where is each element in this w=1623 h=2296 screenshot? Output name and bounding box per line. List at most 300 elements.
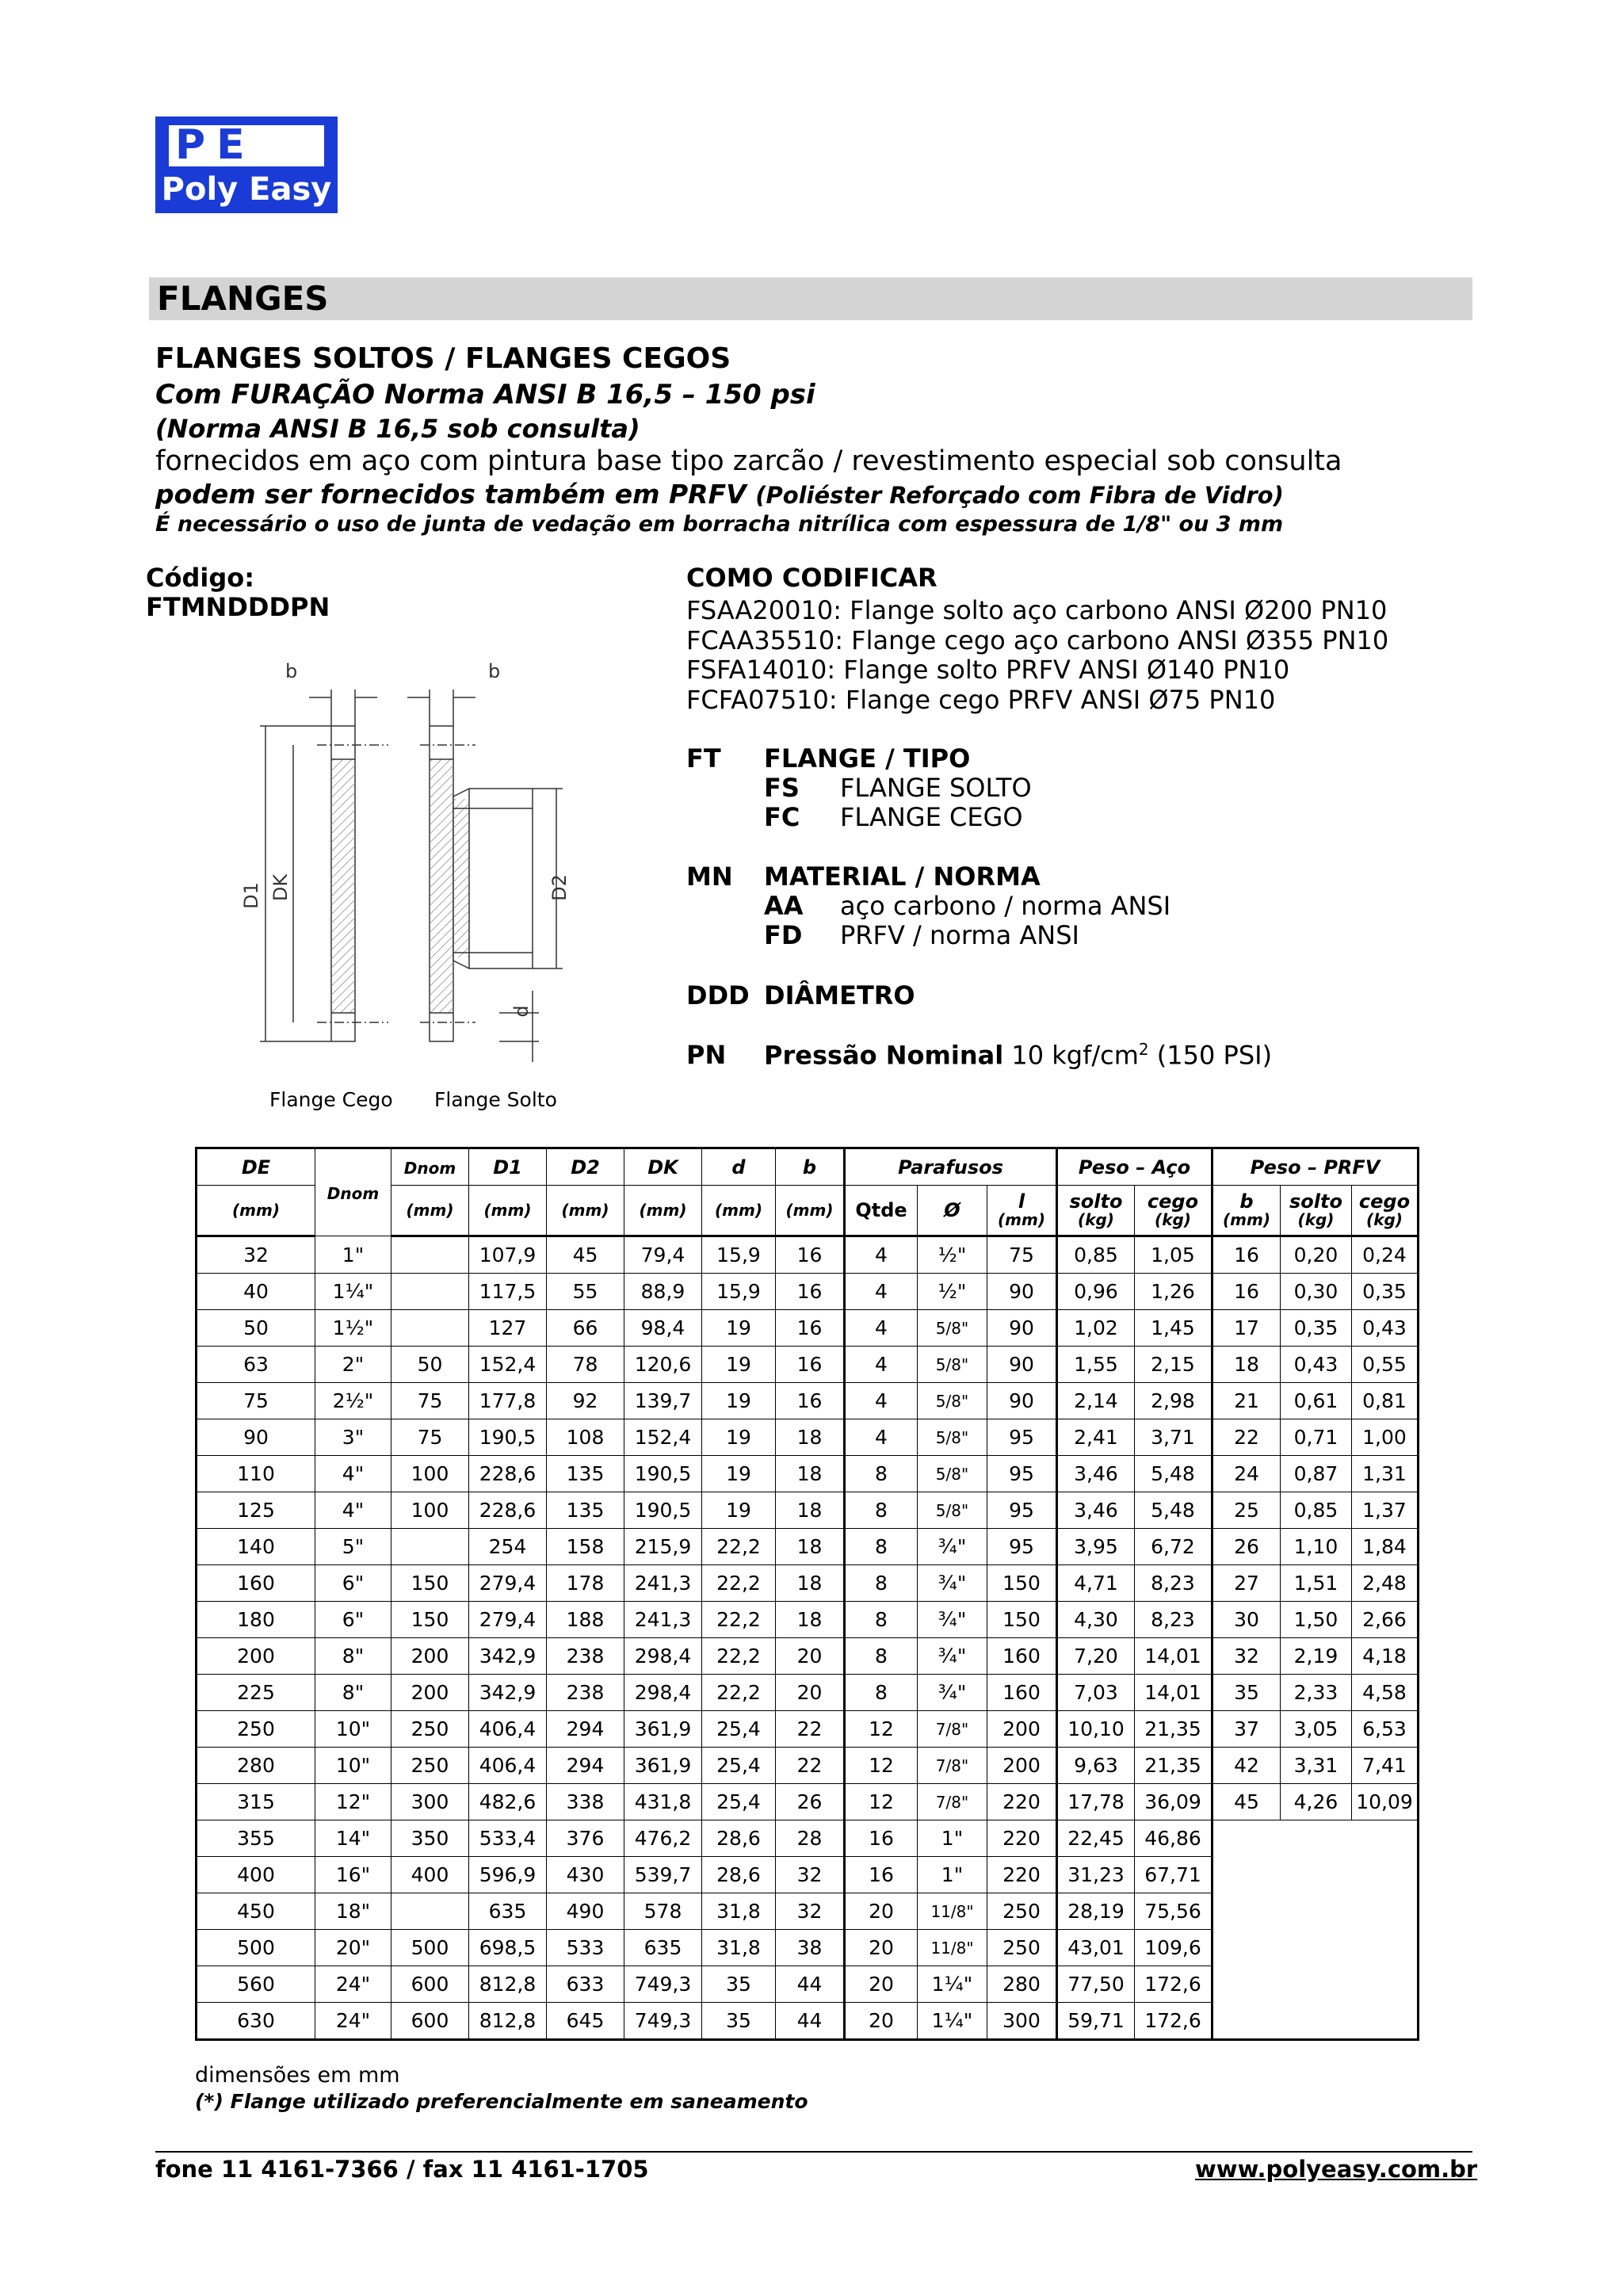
table-row bbox=[197, 1748, 1419, 1784]
table-cell: 15,9 bbox=[702, 1274, 776, 1310]
table-cell: 0,96 bbox=[1057, 1274, 1135, 1310]
table-cell: 22 bbox=[776, 1711, 845, 1748]
legend-ft-title: FLANGE / TIPO bbox=[764, 743, 971, 774]
table-cell: 5/8" bbox=[918, 1492, 987, 1529]
table-cell: 152,4 bbox=[624, 1419, 702, 1456]
table-cell: 25,4 bbox=[702, 1784, 776, 1820]
table-cell: 1¼" bbox=[918, 1966, 987, 2003]
table-cell: 55 bbox=[547, 1274, 624, 1310]
table-cell: 107,9 bbox=[469, 1236, 547, 1274]
table-cell: 635 bbox=[469, 1893, 547, 1930]
legend-pn-text: Pressão Nominal 10 kgf/$cm^2$ (150 PSI) bbox=[764, 1040, 1273, 1071]
table-cell: 1,51 bbox=[1281, 1565, 1352, 1602]
table-cell: 22,2 bbox=[702, 1602, 776, 1638]
table-cell: 135 bbox=[547, 1492, 624, 1529]
table-cell: 150 bbox=[987, 1602, 1057, 1638]
table-cell: 10" bbox=[315, 1711, 391, 1748]
table-cell: 44 bbox=[776, 2003, 845, 2040]
col-b-prfv: b (mm) bbox=[1212, 1186, 1281, 1236]
table-cell: 0,35 bbox=[1281, 1310, 1352, 1347]
legend-fc-code: FC bbox=[764, 802, 800, 832]
table-row bbox=[197, 2003, 1419, 2040]
col-cego-aco: cego (kg) bbox=[1135, 1186, 1212, 1236]
table-cell: 578 bbox=[624, 1893, 702, 1930]
table-cell: 635 bbox=[624, 1930, 702, 1966]
table-cell: 355 bbox=[197, 1820, 315, 1857]
table-cell: 1,45 bbox=[1135, 1310, 1212, 1347]
table-cell: 14,01 bbox=[1135, 1675, 1212, 1711]
table-cell: 16 bbox=[1212, 1236, 1281, 1274]
table-cell: 22 bbox=[776, 1748, 845, 1784]
table-cell: 5,48 bbox=[1135, 1492, 1212, 1529]
table-cell: 8 bbox=[845, 1456, 918, 1492]
table-cell: 1" bbox=[315, 1236, 391, 1274]
table-cell: 279,4 bbox=[469, 1602, 547, 1638]
legend-mn-title: MATERIAL / NORMA bbox=[764, 861, 1041, 892]
table-cell: 300 bbox=[987, 2003, 1057, 2040]
table-cell: 0,43 bbox=[1352, 1310, 1419, 1347]
table-cell: ¾" bbox=[918, 1602, 987, 1638]
table-cell: 450 bbox=[197, 1893, 315, 1930]
table-cell: 490 bbox=[547, 1893, 624, 1930]
dim-d2: D2 bbox=[548, 874, 571, 901]
table-cell: 4,71 bbox=[1057, 1565, 1135, 1602]
table-cell: 10" bbox=[315, 1748, 391, 1784]
table-cell: 21,35 bbox=[1135, 1711, 1212, 1748]
como-codificar-title: COMO CODIFICAR bbox=[686, 563, 938, 593]
table-cell: 32 bbox=[776, 1857, 845, 1893]
table-cell: 279,4 bbox=[469, 1565, 547, 1602]
footer-contact: fone 11 4161-7366 / fax 11 4161-1705 bbox=[155, 2156, 649, 2183]
legend-fs-code: FS bbox=[764, 773, 800, 803]
table-row bbox=[197, 1236, 1419, 1274]
table-cell: 4" bbox=[315, 1456, 391, 1492]
table-cell: 75 bbox=[987, 1236, 1057, 1274]
table-cell: 482,6 bbox=[469, 1784, 547, 1820]
table-cell: 8" bbox=[315, 1638, 391, 1675]
table-cell: 3,95 bbox=[1057, 1529, 1135, 1565]
table-cell: 109,6 bbox=[1135, 1930, 1212, 1966]
table-cell: 3" bbox=[315, 1419, 391, 1456]
table-cell: 3,31 bbox=[1281, 1748, 1352, 1784]
table-cell: 7/8" bbox=[918, 1711, 987, 1748]
section-title-bar bbox=[149, 277, 1472, 320]
table-cell: 3,46 bbox=[1057, 1456, 1135, 1492]
table-cell: ½" bbox=[918, 1236, 987, 1274]
table-cell: 200 bbox=[987, 1711, 1057, 1748]
footnote: (*) Flange utilizado preferencialmente em saneamento bbox=[195, 2090, 808, 2113]
table-cell: 40 bbox=[197, 1274, 315, 1310]
table-row bbox=[197, 1784, 1419, 1820]
table-cell: 5,48 bbox=[1135, 1456, 1212, 1492]
table-cell: 250 bbox=[987, 1893, 1057, 1930]
table-cell: 7/8" bbox=[918, 1748, 987, 1784]
table-cell: 8 bbox=[845, 1565, 918, 1602]
table-cell: ½" bbox=[918, 1274, 987, 1310]
table-cell: 430 bbox=[547, 1857, 624, 1893]
legend-fd-text: PRFV / norma ANSI bbox=[840, 920, 1079, 950]
footer-divider bbox=[155, 2151, 1472, 2153]
dim-d1: D1 bbox=[240, 882, 262, 909]
table-cell: 600 bbox=[391, 1966, 469, 2003]
table-cell: 127 bbox=[469, 1310, 547, 1347]
table-cell: 500 bbox=[197, 1930, 315, 1966]
table-cell: 10,10 bbox=[1057, 1711, 1135, 1748]
table-cell: 1" bbox=[918, 1820, 987, 1857]
table-cell: 75 bbox=[391, 1383, 469, 1419]
table-row bbox=[197, 1274, 1419, 1310]
table-row bbox=[197, 1675, 1419, 1711]
table-cell: 4 bbox=[845, 1274, 918, 1310]
table-cell: 200 bbox=[391, 1638, 469, 1675]
table-cell: 20 bbox=[845, 1893, 918, 1930]
table-cell: 79,4 bbox=[624, 1236, 702, 1274]
table-cell: 4" bbox=[315, 1492, 391, 1529]
table-cell bbox=[391, 1893, 469, 1930]
table-cell: 238 bbox=[547, 1675, 624, 1711]
table-cell: 18 bbox=[776, 1456, 845, 1492]
legend-fs-text: FLANGE SOLTO bbox=[840, 773, 1032, 803]
table-cell: 17,78 bbox=[1057, 1784, 1135, 1820]
table-cell: 250 bbox=[987, 1930, 1057, 1966]
table-cell: 90 bbox=[987, 1310, 1057, 1347]
col-dk: DK bbox=[624, 1148, 702, 1186]
table-cell: 28 bbox=[776, 1820, 845, 1857]
table-cell: 37 bbox=[1212, 1711, 1281, 1748]
table-cell: 4 bbox=[845, 1236, 918, 1274]
table-cell: 12 bbox=[845, 1711, 918, 1748]
table-cell: 5/8" bbox=[918, 1419, 987, 1456]
table-cell: 4 bbox=[845, 1383, 918, 1419]
table-cell: 90 bbox=[987, 1383, 1057, 1419]
table-cell: 2,15 bbox=[1135, 1347, 1212, 1383]
table-cell: 160 bbox=[197, 1565, 315, 1602]
codigo-value: FTMNDDDPN bbox=[146, 592, 330, 622]
table-cell: 5" bbox=[315, 1529, 391, 1565]
table-cell: 25,4 bbox=[702, 1711, 776, 1748]
table-cell: 2,14 bbox=[1057, 1383, 1135, 1419]
table-cell: 78 bbox=[547, 1347, 624, 1383]
table-cell: 250 bbox=[391, 1711, 469, 1748]
legend-aa-code: AA bbox=[764, 891, 804, 921]
table-cell: 21 bbox=[1212, 1383, 1281, 1419]
table-cell: 20 bbox=[845, 1930, 918, 1966]
table-cell: 38 bbox=[776, 1930, 845, 1966]
table-cell: 1,50 bbox=[1281, 1602, 1352, 1638]
dim-b-left: b bbox=[285, 660, 298, 682]
table-cell: 228,6 bbox=[469, 1492, 547, 1529]
table-cell: 16 bbox=[776, 1383, 845, 1419]
table-cell: 2" bbox=[315, 1347, 391, 1383]
table-cell: 0,35 bbox=[1352, 1274, 1419, 1310]
table-cell: 5/8" bbox=[918, 1310, 987, 1347]
col-b: b bbox=[776, 1148, 845, 1186]
table-cell: 50 bbox=[391, 1347, 469, 1383]
table-cell: 7,03 bbox=[1057, 1675, 1135, 1711]
table-cell: 15,9 bbox=[702, 1236, 776, 1274]
col-parafusos: Parafusos bbox=[845, 1148, 1057, 1186]
dim-dk: DK bbox=[269, 873, 292, 902]
table-cell: 177,8 bbox=[469, 1383, 547, 1419]
table-row bbox=[197, 1930, 1419, 1966]
table-cell: 25,4 bbox=[702, 1748, 776, 1784]
table-cell: 59,71 bbox=[1057, 2003, 1135, 2040]
table-cell: 31,23 bbox=[1057, 1857, 1135, 1893]
table-cell: 406,4 bbox=[469, 1711, 547, 1748]
table-cell: 431,8 bbox=[624, 1784, 702, 1820]
table-cell: 42 bbox=[1212, 1748, 1281, 1784]
table-cell: 539,7 bbox=[624, 1857, 702, 1893]
col-diam: Ø bbox=[918, 1186, 987, 1236]
table-cell: 139,7 bbox=[624, 1383, 702, 1419]
codigo-label: Código: bbox=[146, 563, 255, 593]
table-cell: 812,8 bbox=[469, 1966, 547, 2003]
table-cell: 66 bbox=[547, 1310, 624, 1347]
table-cell: 220 bbox=[987, 1820, 1057, 1857]
table-cell: 8 bbox=[845, 1529, 918, 1565]
table-cell: 200 bbox=[987, 1748, 1057, 1784]
table-cell: 1¼" bbox=[315, 1274, 391, 1310]
table-cell: 1,00 bbox=[1352, 1419, 1419, 1456]
table-cell: 135 bbox=[547, 1456, 624, 1492]
table-row bbox=[197, 1383, 1419, 1419]
table-cell: 6,72 bbox=[1135, 1529, 1212, 1565]
product-subtitle: Com FURAÇÃO Norma ANSI B 16,5 – 150 psi bbox=[155, 379, 815, 411]
table-cell: 12 bbox=[845, 1784, 918, 1820]
table-cell: 4,18 bbox=[1352, 1638, 1419, 1675]
table-cell: 63 bbox=[197, 1347, 315, 1383]
table-cell: 12" bbox=[315, 1784, 391, 1820]
table-cell: 633 bbox=[547, 1966, 624, 2003]
table-cell: 100 bbox=[391, 1456, 469, 1492]
code-example: FSFA14010: Flange solto PRFV ANSI Ø140 PN10 bbox=[686, 655, 1290, 685]
table-cell: 158 bbox=[547, 1529, 624, 1565]
table-cell: 220 bbox=[987, 1784, 1057, 1820]
table-cell: 10,09 bbox=[1352, 1784, 1419, 1820]
table-cell: 315 bbox=[197, 1784, 315, 1820]
table-cell: 44 bbox=[776, 1966, 845, 2003]
table-cell: 125 bbox=[197, 1492, 315, 1529]
table-cell: 50 bbox=[197, 1310, 315, 1347]
table-cell: 1,05 bbox=[1135, 1236, 1212, 1274]
footer-website-link[interactable]: www.polyeasy.com.br bbox=[1195, 2156, 1478, 2183]
table-cell: 596,9 bbox=[469, 1857, 547, 1893]
code-examples bbox=[686, 596, 1388, 715]
table-cell: 19 bbox=[702, 1383, 776, 1419]
table-cell: 228,6 bbox=[469, 1456, 547, 1492]
col-peso-aco: Peso – Aço bbox=[1057, 1148, 1212, 1186]
table-cell: 190,5 bbox=[624, 1492, 702, 1529]
table-cell: 90 bbox=[197, 1419, 315, 1456]
table-cell: 812,8 bbox=[469, 2003, 547, 2040]
table-cell: 19 bbox=[702, 1310, 776, 1347]
table-cell: 14" bbox=[315, 1820, 391, 1857]
table-cell: 533,4 bbox=[469, 1820, 547, 1857]
table-cell: 630 bbox=[197, 2003, 315, 2040]
table-row bbox=[197, 1347, 1419, 1383]
table-cell: 35 bbox=[702, 1966, 776, 2003]
table-cell: 220 bbox=[987, 1857, 1057, 1893]
table-cell bbox=[391, 1236, 469, 1274]
table-cell: 45 bbox=[547, 1236, 624, 1274]
table-row bbox=[197, 1893, 1419, 1930]
table-cell: 7,41 bbox=[1352, 1748, 1419, 1784]
legend-ddd-title: DIÂMETRO bbox=[764, 980, 915, 1010]
table-row bbox=[197, 1456, 1419, 1492]
table-cell: 30 bbox=[1212, 1602, 1281, 1638]
table-cell: 294 bbox=[547, 1748, 624, 1784]
table-cell: 225 bbox=[197, 1675, 315, 1711]
table-cell: 11/8" bbox=[918, 1893, 987, 1930]
dim-d: d bbox=[510, 1005, 533, 1018]
material-line: fornecidos em aço com pintura base tipo zarcão / revestimento especial sob consulta bbox=[155, 445, 1342, 477]
table-cell: 19 bbox=[702, 1347, 776, 1383]
prfv-main: podem ser fornecidos também em PRFV bbox=[155, 479, 747, 510]
table-cell: 0,61 bbox=[1281, 1383, 1352, 1419]
gasket-note: É necessário o uso de junta de vedação em borracha nitrílica com espessura de 1/8" ou 3 mm bbox=[155, 512, 1284, 537]
col-l: l (mm) bbox=[987, 1186, 1057, 1236]
table-cell: 361,9 bbox=[624, 1748, 702, 1784]
table-cell: 0,87 bbox=[1281, 1456, 1352, 1492]
empty-prfv-area bbox=[1212, 2003, 1419, 2040]
table-cell: 2,33 bbox=[1281, 1675, 1352, 1711]
table-row bbox=[197, 1638, 1419, 1675]
table-cell: 160 bbox=[987, 1675, 1057, 1711]
table-cell: 36,09 bbox=[1135, 1784, 1212, 1820]
col-d2: D2 bbox=[547, 1148, 624, 1186]
empty-prfv-area bbox=[1212, 1820, 1419, 1857]
table-cell: 1½" bbox=[315, 1310, 391, 1347]
table-cell: 376 bbox=[547, 1820, 624, 1857]
table-cell: 4 bbox=[845, 1310, 918, 1347]
table-cell: 67,71 bbox=[1135, 1857, 1212, 1893]
norma-note: (Norma ANSI B 16,5 sob consulta) bbox=[155, 414, 640, 444]
table-cell: 77,50 bbox=[1057, 1966, 1135, 2003]
table-row bbox=[197, 1711, 1419, 1748]
table-cell: 749,3 bbox=[624, 1966, 702, 2003]
table-cell: 298,4 bbox=[624, 1638, 702, 1675]
code-example: FCFA07510: Flange cego PRFV ANSI Ø75 PN10 bbox=[686, 684, 1276, 715]
table-cell: ¾" bbox=[918, 1675, 987, 1711]
table-cell: 172,6 bbox=[1135, 2003, 1212, 2040]
table-cell: 294 bbox=[547, 1711, 624, 1748]
table-cell: 75 bbox=[197, 1383, 315, 1419]
code-example: FSAA20010: Flange solto aço carbono ANSI Ø200 PN10 bbox=[686, 595, 1388, 625]
table-cell: 98,4 bbox=[624, 1310, 702, 1347]
table-cell: 20 bbox=[845, 2003, 918, 2040]
flange-diagram bbox=[238, 658, 571, 1117]
table-cell: 150 bbox=[391, 1602, 469, 1638]
table-cell: 31,8 bbox=[702, 1893, 776, 1930]
table-cell: 241,3 bbox=[624, 1602, 702, 1638]
table-cell: 46,86 bbox=[1135, 1820, 1212, 1857]
table-cell: 560 bbox=[197, 1966, 315, 2003]
table-cell: 20 bbox=[845, 1966, 918, 2003]
table-cell: 1,31 bbox=[1352, 1456, 1419, 1492]
table-cell: 117,5 bbox=[469, 1274, 547, 1310]
table-cell: 6" bbox=[315, 1565, 391, 1602]
table-cell: 22,2 bbox=[702, 1529, 776, 1565]
table-cell: 215,9 bbox=[624, 1529, 702, 1565]
legend-ft: FT bbox=[686, 743, 721, 774]
table-cell: 75,56 bbox=[1135, 1893, 1212, 1930]
table-row bbox=[197, 1565, 1419, 1602]
table-cell: 22,45 bbox=[1057, 1820, 1135, 1857]
table-cell: 150 bbox=[391, 1565, 469, 1602]
table-cell: 19 bbox=[702, 1456, 776, 1492]
caption-flange-solto: Flange Solto bbox=[434, 1088, 557, 1111]
legend-pn: PN bbox=[686, 1040, 727, 1070]
legend-aa-text: aço carbono / norma ANSI bbox=[840, 891, 1171, 921]
table-cell: 152,4 bbox=[469, 1347, 547, 1383]
table-cell: 6,53 bbox=[1352, 1711, 1419, 1748]
table-cell: 28,6 bbox=[702, 1857, 776, 1893]
table-cell: 16 bbox=[845, 1857, 918, 1893]
table-cell: 476,2 bbox=[624, 1820, 702, 1857]
table-cell: 7/8" bbox=[918, 1784, 987, 1820]
table-cell: 8,23 bbox=[1135, 1565, 1212, 1602]
table-cell: 95 bbox=[987, 1492, 1057, 1529]
table-cell: 241,3 bbox=[624, 1565, 702, 1602]
table-cell: 361,9 bbox=[624, 1711, 702, 1748]
table-cell: 4,30 bbox=[1057, 1602, 1135, 1638]
table-cell: 43,01 bbox=[1057, 1930, 1135, 1966]
section-title: FLANGES bbox=[157, 279, 329, 318]
table-cell: 24" bbox=[315, 2003, 391, 2040]
table-cell: 110 bbox=[197, 1456, 315, 1492]
table-cell: 8 bbox=[845, 1602, 918, 1638]
logo-mark: PE bbox=[175, 121, 256, 169]
legend-fc-text: FLANGE CEGO bbox=[840, 802, 1023, 832]
col-solto-aco: solto (kg) bbox=[1057, 1186, 1135, 1236]
table-cell: 24" bbox=[315, 1966, 391, 2003]
table-cell: 95 bbox=[987, 1456, 1057, 1492]
table-cell: ¾" bbox=[918, 1529, 987, 1565]
table-cell: 32 bbox=[197, 1236, 315, 1274]
table-cell: 19 bbox=[702, 1419, 776, 1456]
table-cell: 0,85 bbox=[1281, 1492, 1352, 1529]
table-cell: 95 bbox=[987, 1419, 1057, 1456]
table-cell: 18 bbox=[1212, 1347, 1281, 1383]
table-cell: 188 bbox=[547, 1602, 624, 1638]
table-cell: 342,9 bbox=[469, 1638, 547, 1675]
col-cego-prfv: cego (kg) bbox=[1352, 1186, 1419, 1236]
table-cell: 0,85 bbox=[1057, 1236, 1135, 1274]
table-cell: ¾" bbox=[918, 1565, 987, 1602]
empty-prfv-area bbox=[1212, 1930, 1419, 1966]
table-cell: 280 bbox=[987, 1966, 1057, 2003]
table-cell: 350 bbox=[391, 1820, 469, 1857]
table-cell: 500 bbox=[391, 1930, 469, 1966]
table-cell: 4,26 bbox=[1281, 1784, 1352, 1820]
table-row bbox=[197, 1857, 1419, 1893]
table-cell: 2,98 bbox=[1135, 1383, 1212, 1419]
table-cell: 8 bbox=[845, 1492, 918, 1529]
table-cell: 22,2 bbox=[702, 1675, 776, 1711]
table-cell: 406,4 bbox=[469, 1748, 547, 1784]
table-cell: 24 bbox=[1212, 1456, 1281, 1492]
table-cell: 0,55 bbox=[1352, 1347, 1419, 1383]
table-cell: 2½" bbox=[315, 1383, 391, 1419]
table-cell: 8" bbox=[315, 1675, 391, 1711]
table-cell: 698,5 bbox=[469, 1930, 547, 1966]
table-cell: 16 bbox=[776, 1274, 845, 1310]
table-row bbox=[197, 1602, 1419, 1638]
table-cell: 254 bbox=[469, 1529, 547, 1565]
table-cell: 16 bbox=[1212, 1274, 1281, 1310]
table-cell: 22,2 bbox=[702, 1565, 776, 1602]
table-cell: 600 bbox=[391, 2003, 469, 2040]
